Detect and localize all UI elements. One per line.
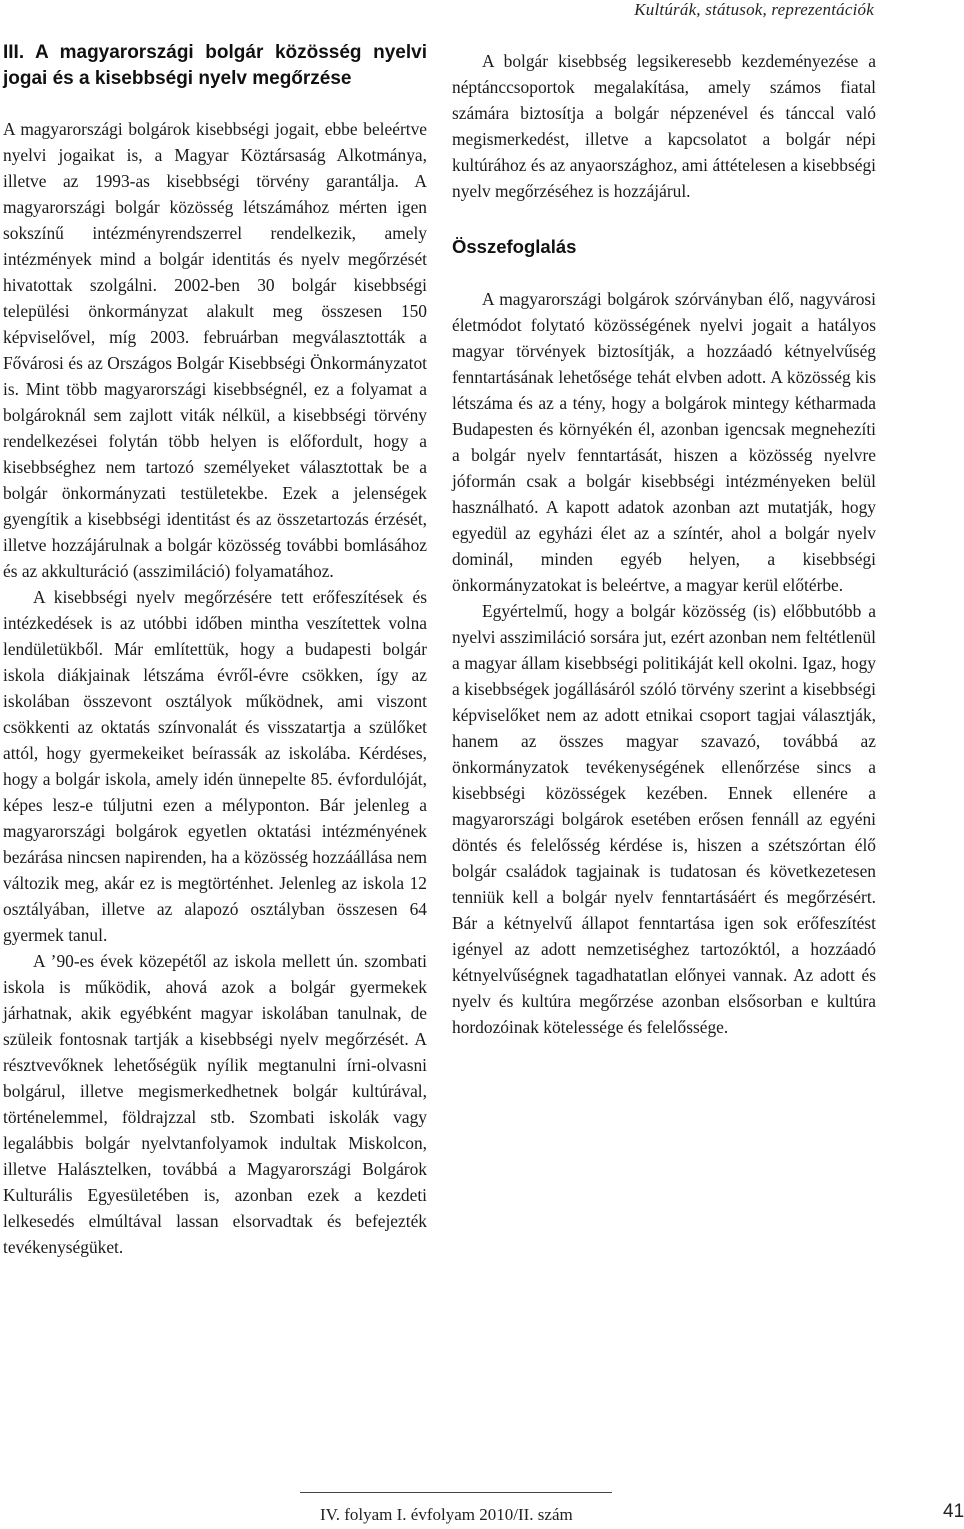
paragraph: A ’90-es évek közepétől az iskola mellett ún. szombati iskola is működik, ahová azok a bolgár gyermekek járhatnak, akik egyébként magyar iskolában tanulnak, de szüleik fontosnak tartják a kisebbségi nyelv megőrzését. A résztvevőknek lehetőségük nyílik megtanulni írni-olvasni bolgárul, illetve megismerkedhetnek bolgár kultúrával, történelemmel, földrajzzal stb. Szombati iskolák vagy legalábbis bolgár nyelvtanfolyamok indultak Miskolcon, illetve Halásztelken, továbbá a Magyarországi Bolgárok Kulturális Egyesületében is, azonban ezek a kezdeti lelkesedés elmúltával lassan elsorvadtak és befejezték tevékenységüket. [3,951,427,1257]
paragraph: A bolgár kisebbség legsikeresebb kezdeményezése a néptánccsoportok megalakítása, amely számos fiatal számára biztosítja a bolgár népzenével és tánccal való megismerkedést, illetve a kapcsolatot a bolgár népi kultúrához és az anyaországhoz, ami áttételesen a kisebbségi nyelv megőrzéséhez is hozzájárul. [452,51,876,201]
paragraph: A magyarországi bolgárok kisebbségi jogait, ebbe beleértve nyelvi jogaikat is, a Magyar Köztársaság Alkotmánya, illetve az 1993-as kisebbségi törvény garantálja. A magyarországi bolgár közösség létszámához mérten igen sokszínű intézményrendszerrel rendelkezik, amely intézmények mind a bolgár identitás és nyelv megőrzését hivatottak szolgálni. 2002-ben 30 bolgár kisebbségi települési önkormányzat alakult meg összesen 150 képviselővel, míg 2003. februárban megválasztották a Fővárosi és az Országos Bolgár Kisebbségi Önkormányzatot is. Mint több magyarországi kisebbségnél, ez a folyamat a bolgároknál sem zajlott viták nélkül, a kisebbségi törvény rendelkezései folytán több helyen is előfordult, hogy a kisebbséghez nem tartozó személyeket választottak be a bolgár önkormányzati testületekbe. Ezek a jelenségek gyengítik a kisebbségi identitást és az összetartozás érzését, illetve hozzájárulnak a bolgár közösség további bomlásához és az akkulturáció (asszimiláció) folyamatához. [3,119,427,581]
page-number: 41 [943,1501,964,1522]
paragraph: A magyarországi bolgárok szórványban élő, nagyvárosi életmódot folytató közösségének nyelvi jogait a hatályos magyar törvények biztosítják, a hozzáadó kétnyelvűség fenntartásának lehetősége tehát elvben adott. A közösség kis létszáma és az a tény, hogy a bolgárok mintegy kétharmada Budapesten és környékén él, azonban igencsak megnehezíti a bolgár nyelv fenntartását, hiszen a közösség nyelvre jóformán csak a bolgár kisebbségi intézményeken belül használható. A kapott adatok azonban azt mutatják, hogy egyedül az egyházi élet az a színtér, ahol a bolgár nyelv dominál, minden egyéb helyen, a kisebbségi önkormányzatokat is beleértve, a magyar kerül előtérbe. [452,289,876,595]
left-column [3,40,427,1260]
right-column [452,48,876,1040]
subsection-title: Összefoglalás [452,236,577,257]
running-header: Kultúrák, státusok, reprezentációk [634,0,874,19]
footer-issue: IV. folyam I. évfolyam 2010/II. szám [320,1505,573,1524]
paragraph: Egyértelmű, hogy a bolgár közösség (is) előbbutóbb a nyelvi asszimiláció sorsára jut, ezért azonban nem feltétlenül a magyar állam kisebbségi politikáját kell okolni. Igaz, hogy a kisebbségek jogállásáról szóló törvény szerint a kisebbségi képviselőket nem az adott etnikai csoport tagjai választják, hanem az összes magyar szavazó, továbbá az önkormányzatok tevékenységének ellenőrzése sincs a kisebbségi közösségek kezében. Ennek ellenére a magyarországi bolgárok esetében erősen fennáll az egyéni döntés és felelősség kérdése is, hiszen a szétszórtan élő bolgár családok tagjainak is tudatosan és következetesen tenniük kell a bolgár nyelv fenntartásáért és megőrzésért. Bár a kétnyelvű állapot fenntartása igen sok erőfeszítést igényel az adott nemzetiséghez tartozóktól, a hozzáadó kétnyelvűségnek tagadhatatlan előnyei vannak. Az adott és nyelv és kultúra megőrzése azonban elsősorban e kultúra hordozóinak kötelessége és felelőssége. [452,601,876,1037]
footer-divider [300,1492,612,1493]
paragraph: A kisebbségi nyelv megőrzésére tett erőfeszítések és intézkedések is az utóbbi időben mintha veszítettek volna lendületükből. Már említettük, hogy a budapesti bolgár iskola diákjainak létszáma évről-évre csökken, így az iskolában összevont osztályok működnek, ami viszont csökkenti az oktatás színvonalát és visszatartja a szülőket attól, hogy gyermekeiket beírassák az iskolába. Kérdéses, hogy a bolgár iskola, amely idén ünnepelte 85. évfordulóját, képes lesz-e túljutni ezen a mélyponton. Bár jelenleg a magyarországi bolgárok egyetlen oktatási intézményének bezárása nincsen napirenden, ha a közösség hozzáállása nem változik meg, akár ez is megtörténhet. Jelenleg az iskola 12 osztályában, illetve az alapozó osztályban összesen 64 gyermek tanul. [3,587,427,945]
section-title: III. A magyarországi bolgár közösség nyelvi jogai és a kisebbségi nyelv megőrzése [3,42,427,89]
